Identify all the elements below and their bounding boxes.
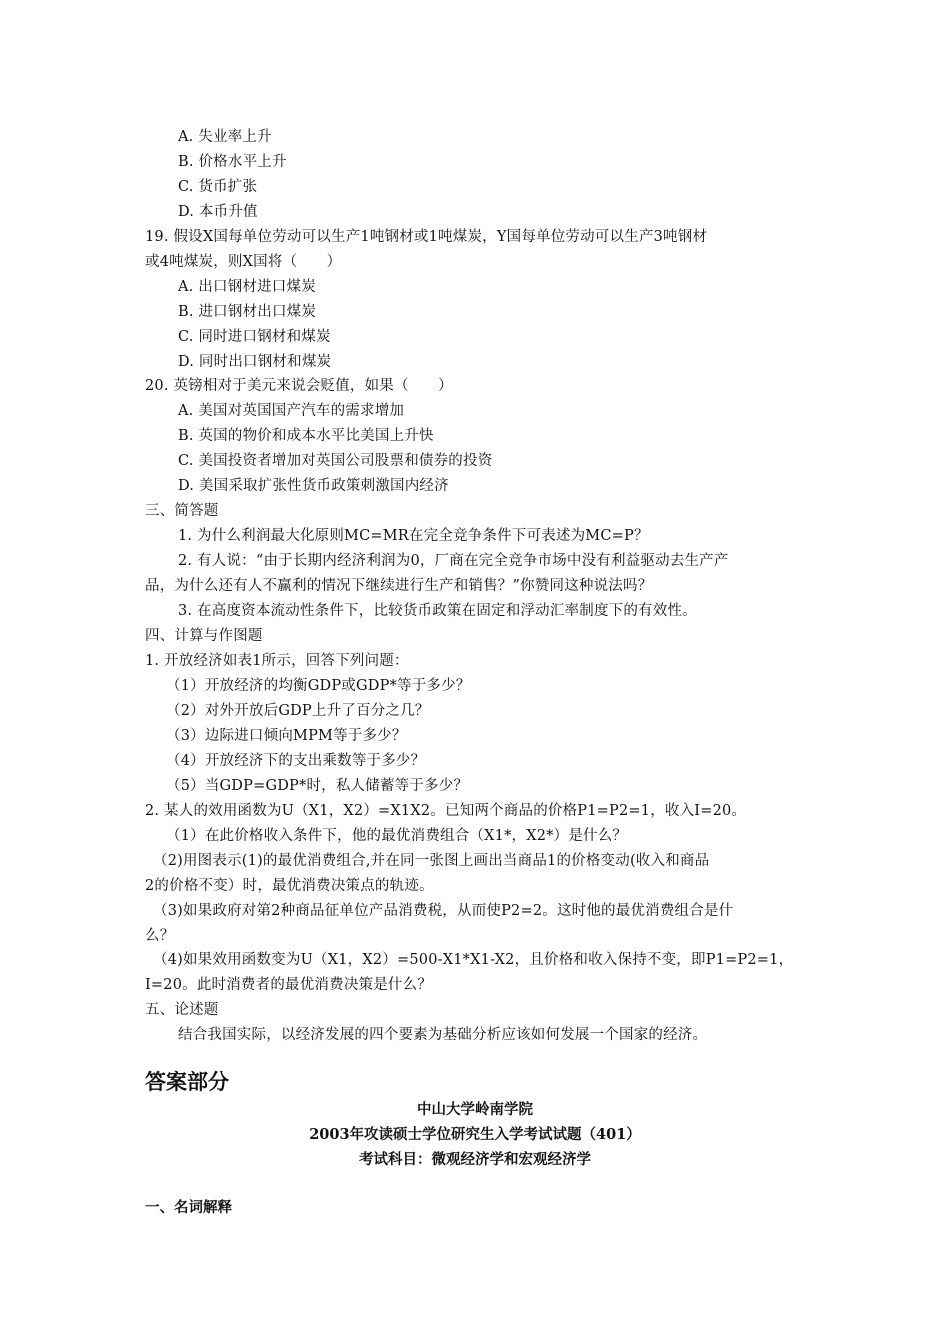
sub-question-line: （2)用图表示(1)的最优消费组合,并在同一张图上画出当商品1的价格变动(收入和商品 [153,853,710,869]
section-heading: 三、简答题 [145,503,219,519]
question-line: 或4吨煤炭，则X国将（ ） [145,254,342,270]
sub-question-line: （2）对外开放后GDP上升了百分之几？ [166,703,430,719]
option-line: D. 本币升值 [178,204,258,220]
option-line: C. 货币扩张 [178,179,258,195]
answer-exam-title: 2003年攻读硕士学位研究生入学考试试题（401） [309,1126,641,1143]
question-line: 1. 开放经济如表1所示，回答下列问题： [145,653,409,669]
option-line: D. 美国采取扩张性货币政策刺激国内经济 [178,478,449,494]
option-line: B. 进口钢材出口煤炭 [178,304,317,320]
question-line: 2. 有人说：“由于长期内经济利润为0，厂商在完全竞争市场中没有利益驱动去生产产 [178,553,729,569]
answer-heading: 答案部分 [145,1070,229,1094]
question-line: 品，为什么还有人不赢利的情况下继续进行生产和销售？”你赞同这种说法吗？ [145,578,653,594]
sub-question-line: （4）开放经济下的支出乘数等于多少？ [166,753,426,769]
answer-subject: 考试科目：微观经济学和宏观经济学 [359,1151,591,1168]
section-heading: 四、计算与作图题 [145,628,263,644]
question-line: 1. 为什么利润最大化原则MC=MR在完全竞争条件下可表述为MC=P？ [178,528,649,544]
question-line: 19. 假设X国每单位劳动可以生产1吨钢材或1吨煤炭，Y国每单位劳动可以生产3吨钢材 [145,229,708,245]
essay-question: 结合我国实际，以经济发展的四个要素为基础分析应该如何发展一个国家的经济。 [178,1027,708,1043]
sub-question-line: （4)如果效用函数变为U（X1，X2）=500-X1*X1-X2，且价格和收入保持不变，即P1=P2=1， [153,952,794,968]
sub-question-line: （1）在此价格收入条件下，他的最优消费组合（X1*，X2*）是什么？ [166,828,628,844]
sub-question-line: （3)如果政府对第2种商品征单位产品消费税，从而使P2=2。这时他的最优消费组合是什 [153,903,734,919]
option-line: B. 英国的物价和成本水平比美国上升快 [178,428,434,444]
question-line: 20. 英镑相对于美元来说会贬值，如果（ ） [145,378,453,394]
sub-question-line: 么？ [145,928,175,944]
sub-question-line: （3）边际进口倾向MPM等于多少？ [166,728,407,744]
question-line: 3. 在高度资本流动性条件下，比较货币政策在固定和浮动汇率制度下的有效性。 [178,603,697,619]
option-line: A. 出口钢材进口煤炭 [178,279,316,295]
answer-school: 中山大学岭南学院 [417,1101,533,1118]
option-line: A. 美国对英国国产汽车的需求增加 [178,403,405,419]
section-heading: 五、论述题 [145,1002,219,1018]
option-line: C. 美国投资者增加对英国公司股票和债券的投资 [178,453,493,469]
sub-question-line: 2的价格不变）时，最优消费决策点的轨迹。 [145,878,434,894]
option-line: A. 失业率上升 [178,129,272,145]
answer-section-heading: 一、名词解释 [145,1200,232,1216]
sub-question-line: I=20。此时消费者的最优消费决策是什么？ [145,977,433,993]
sub-question-line: （5）当GDP=GDP*时，私人储蓄等于多少？ [166,778,469,794]
option-line: B. 价格水平上升 [178,154,287,170]
question-line: 2. 某人的效用函数为U（X1，X2）=X1X2。已知两个商品的价格P1=P2=1，收入I=20。 [145,803,747,819]
sub-question-line: （1）开放经济的均衡GDP或GDP*等于多少？ [166,678,471,694]
option-line: C. 同时进口钢材和煤炭 [178,329,331,345]
option-line: D. 同时出口钢材和煤炭 [178,354,332,370]
